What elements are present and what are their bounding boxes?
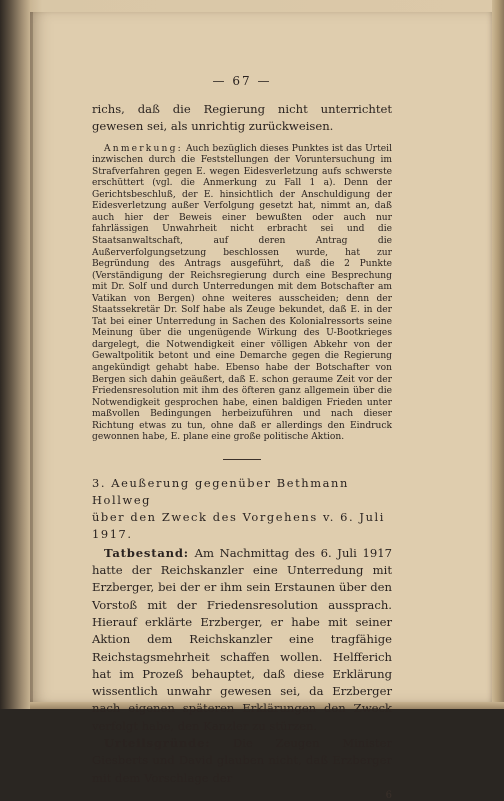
urteil-paragraph xyxy=(92,735,392,787)
tatbestand-paragraph xyxy=(92,545,392,735)
annotation-label: Anmerkung: xyxy=(104,143,183,154)
tatbestand-text: Am Nachmittag des 6. Juli 1917 hatte der Reichskanzler eine Unterredung mit Erzberger, bei der er ihm sein Erstaunen über den Vorstoß mit der Friedensresolution aussprach. Hierauf erklärte Erzberger, er habe mit seiner Aktion dem Reichskanzler eine tragfähige Reichstagsmehrheit schaffen wollen. Helfferich hat im Prozeß behauptet, daß diese Erklärung wissentlich unwahr gewesen sei, da Erzberger nach eigenen späteren Erklärungen den Zweck verfolgt habe, den Kanzler zu stürzen. xyxy=(92,545,393,733)
section-heading xyxy=(92,475,392,543)
page-content xyxy=(92,74,393,801)
tatbestand-label: Tatbestand: xyxy=(104,545,189,560)
paragraph-line: unrichtig zurückweisen. xyxy=(191,119,334,134)
annotation-text: Auch bezüglich dieses Punktes ist das Urteil inzwischen durch die Feststellungen der Voruntersuchung im Strafverfahren gegen E. wegen Eidesverletzung aufs schwerste erschüttert (vgl. die Anmerkung zu Fall 1 a). Denn der Gerichtsbeschluß, der E. hinsichtlich der Anschuldigung der Eidesverletzung außer Verfolgung gesetzt hat, nimmt an, daß auch hier der Beweis einer bewußten oder auch nur fahrlässigen Unwahrheit nicht erbracht sei und die Staatsanwaltschaft, auf deren Antrag die Außerverfolgungsetzung beschlossen wurde, hat zur Begründung des Antrags ausgeführt, daß die 2 Punkte (Verständigung der Reichsregierung durch eine Besprechung mit Dr. Solf und durch Unterredungen mit dem Botschafter am Vatikan von Bergen) ohne weiteres ausscheiden; denn der Staatssekretär Dr. Solf habe als Zeuge bekundet, daß E. in der Tat bei einer Unterredung in Sachen des Kolonialressorts seine Meinung über die ungenügende Wirkung des U-Bootkrieges dargelegt, die Notwendigkeit einer völligen Abkehr von der Gewaltpolitik betont und eine Demarche gegen die Regierung angekündigt gehabt habe. Ebenso habe der Botschafter von Bergen sich dahin geäußert, daß E. schon geraume Zeit vor der Friedensresolution mit ihm des öfteren ganz allgemein über die Notwendigkeit gesprochen habe, einen baldigen Frieden unter maßvollen Bedingungen herbeizuführen und nach dieser Richtung etwas zu tun, ohne daß er allerdings den Eindruck gewonnen habe, E. plane eine große politische Aktion. xyxy=(92,143,392,443)
page-number: — 67 — xyxy=(212,74,272,88)
annotation-paragraph xyxy=(92,144,392,444)
paragraph-line: richs, daß die Regierung nicht unterrichtet gewesen sei, als xyxy=(92,102,392,134)
book-gutter xyxy=(0,0,30,709)
section-heading-line: über den Zweck des Vorgehens v. 6. Juli 1917. xyxy=(92,509,386,541)
page-fold-shadow xyxy=(30,12,33,702)
urteil-text: Die Zeugen Minister Giesberts und David glauben nicht, daß Erzberger mit dem Vorschlage der xyxy=(92,736,392,785)
page-edge-right xyxy=(492,0,504,709)
section-divider xyxy=(223,459,261,460)
paragraph-continuation xyxy=(92,101,392,136)
section-heading-line: 3. Aeußerung gegenüber Bethmann Hollweg xyxy=(92,475,349,507)
signature-mark: 6 xyxy=(385,789,392,801)
urteil-label: Urteilsgründe: xyxy=(104,736,211,751)
